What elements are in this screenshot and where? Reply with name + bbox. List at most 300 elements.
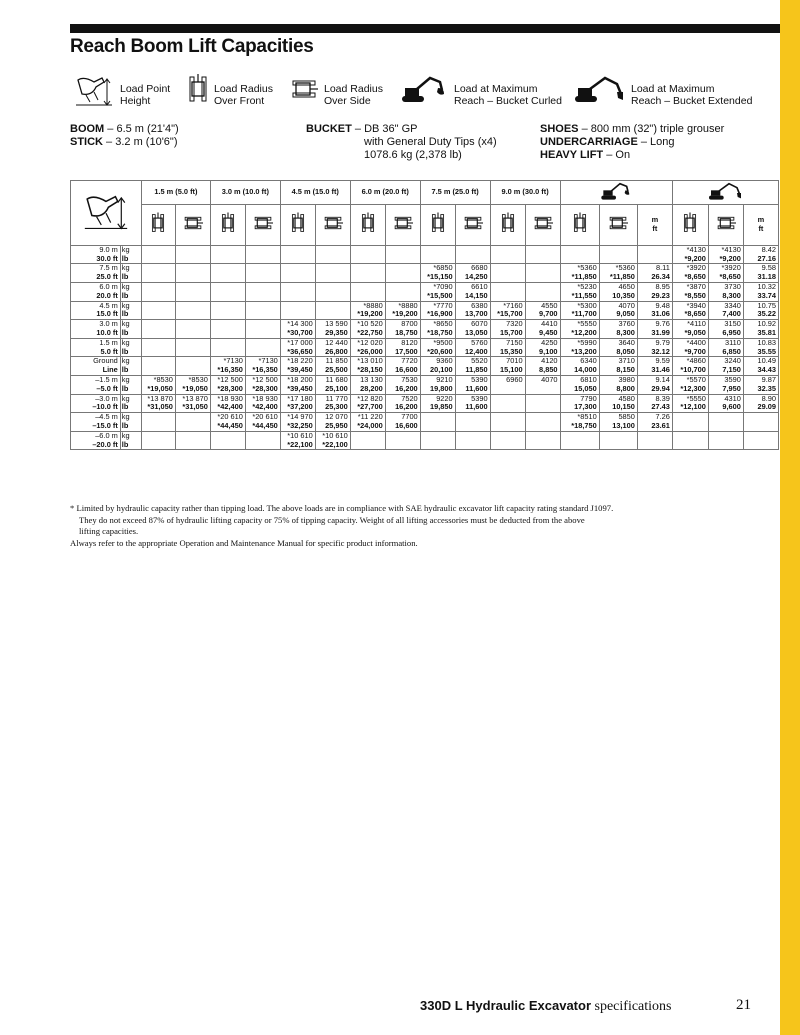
- capacity-lb: 11,600: [465, 402, 488, 412]
- capacity-cell: [175, 301, 210, 320]
- capacity-cell: [560, 245, 599, 264]
- capacity-cell: [175, 338, 210, 357]
- legend-label-line2: Height: [120, 95, 151, 107]
- capacity-cell: [175, 357, 210, 376]
- capacity-cell: [245, 431, 280, 450]
- capacity-cell: [599, 320, 637, 339]
- capacity-cell: [350, 375, 385, 394]
- capacity-cell: [455, 413, 490, 432]
- capacity-kg: *8650: [433, 319, 453, 329]
- capacity-lb: 13,100: [612, 420, 635, 430]
- capacity-kg: *18 930: [252, 394, 278, 403]
- capacity-kg: *10 610: [287, 431, 313, 440]
- load-radius-front-icon: [431, 212, 445, 234]
- capacity-cell: [350, 264, 385, 283]
- capacity-cell: [245, 320, 280, 339]
- capacity-lb: 14,000: [574, 365, 597, 375]
- capacity-cell: [525, 245, 560, 264]
- capacity-lb: 8,050: [616, 346, 635, 356]
- height-metric: –3.0 m: [95, 394, 118, 403]
- capacity-kg: *3940: [686, 301, 706, 310]
- height-imperial: –5.0 ft: [96, 383, 118, 393]
- undercarriage-label: UNDERCARRIAGE: [540, 136, 638, 148]
- capacity-lb: *15,500: [427, 290, 453, 300]
- height-imperial: 30.0 ft: [96, 253, 118, 263]
- side-column-header: [245, 204, 280, 245]
- load-radius-front-icon: [291, 212, 305, 234]
- capacity-lb: 31.99: [651, 327, 670, 337]
- capacity-cell: [141, 320, 175, 339]
- capacity-kg: 12 440: [325, 338, 348, 347]
- side-column-header: [599, 204, 637, 245]
- unit-kg: kg: [121, 319, 130, 329]
- capacity-lb: *44,450: [217, 420, 243, 430]
- max-reach-curled-header: [560, 181, 672, 205]
- table-row: [71, 245, 779, 264]
- unit-kg: kg: [121, 375, 130, 384]
- capacity-cell: [280, 357, 315, 376]
- capacity-cell: [455, 282, 490, 301]
- capacity-cell: [245, 301, 280, 320]
- capacity-cell: [350, 357, 385, 376]
- capacity-cell: [672, 338, 708, 357]
- capacity-lb: 14,250: [465, 272, 488, 282]
- capacity-lb: *8,650: [684, 272, 706, 282]
- capacity-kg: 3640: [618, 338, 635, 347]
- capacity-lb: 10,350: [612, 290, 635, 300]
- capacity-cell: [743, 301, 778, 320]
- capacity-kg: 3340: [724, 301, 741, 310]
- capacity-cell: [385, 264, 420, 283]
- capacity-lb: 17,300: [574, 402, 597, 412]
- capacity-cell: [420, 264, 455, 283]
- top-rule: [70, 24, 780, 33]
- front-column-header: [490, 204, 525, 245]
- capacity-lb: 6,850: [722, 346, 741, 356]
- unit-cell: [120, 245, 141, 264]
- capacity-cell: [525, 375, 560, 394]
- capacity-cell: [385, 375, 420, 394]
- capacity-lb: *19,200: [392, 309, 418, 319]
- capacity-kg: 13 130: [360, 375, 383, 384]
- height-cell: [71, 338, 121, 357]
- capacity-kg: *7130: [258, 356, 278, 366]
- capacity-lb: *12,100: [680, 402, 706, 412]
- capacity-lb: 8,850: [539, 365, 558, 375]
- capacity-cell: [708, 431, 743, 450]
- capacity-cell: [141, 282, 175, 301]
- capacity-cell: [599, 264, 637, 283]
- table-header-radius: [71, 181, 779, 205]
- capacity-kg: *3920: [721, 263, 741, 273]
- capacity-cell: [743, 394, 778, 413]
- capacity-kg: 8.90: [761, 394, 776, 403]
- capacity-lb: *37,200: [287, 402, 313, 412]
- legend-load-point-height: [74, 74, 170, 108]
- capacity-cell: [175, 245, 210, 264]
- footnote-line-3: lifting capacities.: [79, 526, 139, 536]
- capacity-cell: [455, 357, 490, 376]
- capacity-cell: [210, 394, 245, 413]
- height-metric: 4.5 m: [99, 301, 118, 310]
- height-metric: 7.5 m: [99, 263, 118, 273]
- unit-kg: kg: [121, 282, 130, 291]
- height-imperial: 25.0 ft: [96, 272, 118, 282]
- radius-header-9-0m: 9.0 m (30.0 ft): [490, 181, 560, 205]
- capacity-kg: 4410: [541, 319, 558, 329]
- capacity-kg: 4070: [618, 301, 635, 310]
- legend-label-line1: Load at Maximum: [631, 83, 715, 95]
- capacity-cell: [490, 245, 525, 264]
- capacity-kg: 7790: [580, 394, 597, 403]
- height-imperial: –15.0 ft: [92, 420, 118, 430]
- capacity-cell: [637, 375, 672, 394]
- capacity-cell: [560, 431, 599, 450]
- radius-header-1-5m: 1.5 m (5.0 ft): [141, 181, 210, 205]
- capacity-lb: 9,050: [616, 309, 635, 319]
- height-cell: [71, 357, 121, 376]
- capacity-lb: 27.43: [651, 402, 670, 412]
- capacity-cell: [245, 357, 280, 376]
- legend-bucket-curled: [400, 74, 562, 107]
- capacity-lb: 27.16: [757, 253, 776, 263]
- legend-radius-front: [188, 74, 273, 107]
- capacity-lb: *26,000: [357, 346, 383, 356]
- capacity-kg: 8.39: [655, 394, 670, 403]
- capacity-cell: [743, 245, 778, 264]
- capacity-cell: [245, 413, 280, 432]
- capacity-cell: [599, 282, 637, 301]
- capacity-kg: 8120: [401, 338, 418, 347]
- capacity-kg: 6680: [471, 263, 488, 273]
- spec-column-bucket: [306, 123, 497, 162]
- capacity-cell: [708, 282, 743, 301]
- load-radius-side-icon: [463, 212, 483, 234]
- capacity-cell: [141, 301, 175, 320]
- load-point-height-icon: [80, 192, 132, 232]
- capacity-cell: [420, 357, 455, 376]
- load-radius-side-icon: [533, 212, 553, 234]
- load-radius-side-icon: [323, 212, 343, 234]
- bucket-extended-icon: [573, 74, 625, 104]
- capacity-kg: 10.83: [757, 338, 776, 347]
- capacity-kg: 5520: [471, 356, 488, 366]
- capacity-kg: *13 870: [147, 394, 173, 403]
- undercarriage-value: – Long: [637, 136, 675, 148]
- capacity-kg: 7.26: [655, 412, 670, 422]
- unit-lb: lb: [121, 327, 129, 337]
- capacity-cell: [455, 375, 490, 394]
- capacity-kg: *13 870: [182, 394, 208, 403]
- capacity-cell: [141, 357, 175, 376]
- load-radius-front-icon: [221, 212, 235, 234]
- capacity-cell: [420, 245, 455, 264]
- capacity-lb: *16,900: [427, 309, 453, 319]
- capacity-kg: *20 610: [217, 412, 243, 422]
- capacity-cell: [280, 375, 315, 394]
- capacity-cell: [560, 282, 599, 301]
- capacity-lb: *24,000: [357, 420, 383, 430]
- capacity-cell: [743, 282, 778, 301]
- table-row: [71, 413, 779, 432]
- capacity-cell: [455, 301, 490, 320]
- capacity-cell: [280, 320, 315, 339]
- height-cell: [71, 264, 121, 283]
- capacity-kg: 12 070: [325, 412, 348, 422]
- capacity-kg: 5390: [471, 375, 488, 384]
- unit-cell: [120, 264, 141, 283]
- capacity-cell: [637, 357, 672, 376]
- capacity-kg: 9.79: [655, 338, 670, 347]
- capacity-cell: [455, 431, 490, 450]
- capacity-cell: [490, 264, 525, 283]
- capacity-lb: 35.22: [757, 309, 776, 319]
- front-column-header: [141, 204, 175, 245]
- capacity-kg: 11 770: [325, 394, 348, 403]
- capacity-cell: [141, 375, 175, 394]
- capacity-kg: 9.59: [655, 356, 670, 366]
- front-column-header: [350, 204, 385, 245]
- capacity-lb: 14,150: [465, 290, 488, 300]
- capacity-kg: *5230: [577, 282, 597, 291]
- capacity-kg: 6610: [471, 282, 488, 291]
- capacity-lb: *20,600: [427, 346, 453, 356]
- capacity-kg: *5360: [577, 263, 597, 273]
- capacity-lb: 33.74: [757, 290, 776, 300]
- capacity-lb: *9,200: [719, 253, 741, 263]
- capacity-cell: [245, 375, 280, 394]
- capacity-cell: [350, 282, 385, 301]
- footnote-line-4: Always refer to the appropriate Operation and Maintenance Manual for specific product information.: [70, 537, 418, 548]
- capacity-lb: 25,500: [325, 365, 348, 375]
- capacity-cell: [350, 413, 385, 432]
- capacity-cell: [245, 264, 280, 283]
- capacity-kg: *3920: [686, 263, 706, 273]
- capacity-cell: [280, 282, 315, 301]
- capacity-lb: 16,200: [395, 402, 418, 412]
- capacity-kg: *17 000: [287, 338, 313, 347]
- capacity-lb: 7,400: [722, 309, 741, 319]
- capacity-kg: *4400: [686, 338, 706, 347]
- capacity-cell: [315, 413, 350, 432]
- capacity-kg: *7130: [223, 356, 243, 366]
- table-body: [71, 245, 779, 450]
- capacity-kg: *4860: [686, 356, 706, 366]
- capacity-cell: [708, 301, 743, 320]
- capacity-cell: [672, 413, 708, 432]
- capacity-lb: *22,100: [287, 439, 313, 449]
- height-cell: [71, 431, 121, 450]
- capacity-cell: [637, 320, 672, 339]
- capacity-cell: [420, 375, 455, 394]
- capacity-lb: 8,150: [616, 365, 635, 375]
- radius-header-4-5m: 4.5 m (15.0 ft): [280, 181, 350, 205]
- table-row: [71, 394, 779, 413]
- capacity-cell: [672, 320, 708, 339]
- capacity-lb: *22,750: [357, 327, 383, 337]
- capacity-lb: 32.12: [651, 346, 670, 356]
- table-row: [71, 301, 779, 320]
- capacity-kg: 11 680: [325, 375, 348, 384]
- capacity-cell: [672, 357, 708, 376]
- load-radius-front-icon: [361, 212, 375, 234]
- unit-kg: kg: [121, 412, 130, 422]
- capacity-cell: [743, 320, 778, 339]
- table-row: [71, 431, 779, 450]
- load-radius-front-icon: [683, 212, 697, 234]
- capacity-lb: *31,050: [182, 402, 208, 412]
- capacity-cell: [210, 245, 245, 264]
- capacity-lb: *19,050: [147, 383, 173, 393]
- capacity-lb: *15,150: [427, 272, 453, 282]
- capacity-cell: [490, 413, 525, 432]
- side-column-header: [315, 204, 350, 245]
- capacity-kg: 4310: [724, 394, 741, 403]
- height-cell: [71, 320, 121, 339]
- bucket-extended-icon: [704, 181, 746, 201]
- table-row: [71, 264, 779, 283]
- capacity-kg: 8700: [401, 319, 418, 329]
- capacity-cell: [599, 413, 637, 432]
- capacity-cell: [210, 431, 245, 450]
- capacity-kg: *4130: [721, 245, 741, 254]
- boom-label: BOOM: [70, 123, 105, 135]
- capacity-cell: [210, 320, 245, 339]
- capacity-cell: [599, 394, 637, 413]
- capacity-kg: *5550: [577, 319, 597, 329]
- capacity-cell: [315, 245, 350, 264]
- table-header-direction: [71, 204, 779, 245]
- capacity-kg: 6340: [580, 356, 597, 366]
- capacity-cell: [560, 264, 599, 283]
- capacity-cell: [141, 394, 175, 413]
- capacity-kg: 7150: [506, 338, 523, 347]
- capacity-kg: *12 500: [252, 375, 278, 384]
- capacity-cell: [455, 394, 490, 413]
- legend-label-line2: Over Side: [324, 95, 371, 107]
- capacity-cell: [315, 431, 350, 450]
- side-column-header: [708, 204, 743, 245]
- capacity-cell: [245, 394, 280, 413]
- capacity-lb: 25,950: [325, 420, 348, 430]
- unit-kg: kg: [121, 338, 130, 347]
- height-imperial: –20.0 ft: [92, 439, 118, 449]
- capacity-kg: 9220: [436, 394, 453, 403]
- capacity-cell: [245, 282, 280, 301]
- capacity-cell: [490, 338, 525, 357]
- unit-m: m: [651, 215, 659, 224]
- legend-label-line2: Reach – Bucket Extended: [631, 95, 753, 107]
- capacity-kg: 9.58: [761, 263, 776, 273]
- capacity-lb: *10,700: [680, 365, 706, 375]
- capacity-cell: [490, 301, 525, 320]
- capacity-cell: [672, 245, 708, 264]
- capacity-lb: *13,200: [571, 346, 597, 356]
- capacity-cell: [210, 413, 245, 432]
- capacity-kg: 10.32: [757, 282, 776, 291]
- capacity-lb: 19,850: [430, 402, 453, 412]
- unit-lb: lb: [121, 383, 129, 393]
- reach-unit-header: [637, 204, 672, 245]
- load-radius-front-icon: [501, 212, 515, 234]
- capacity-cell: [280, 394, 315, 413]
- height-imperial: 5.0 ft: [100, 346, 118, 356]
- height-imperial: –10.0 ft: [92, 402, 118, 412]
- unit-lb: lb: [121, 365, 129, 375]
- capacity-cell: [141, 338, 175, 357]
- capacity-lb: *44,450: [252, 420, 278, 430]
- capacity-lb: *31,050: [147, 402, 173, 412]
- capacity-kg: *6850: [433, 263, 453, 273]
- capacity-lb: *28,300: [252, 383, 278, 393]
- capacity-kg: 3110: [724, 338, 741, 347]
- capacity-kg: *7090: [433, 282, 453, 291]
- table-row: [71, 375, 779, 394]
- capacity-lb: 9,700: [539, 309, 558, 319]
- height-cell: [71, 413, 121, 432]
- capacity-cell: [525, 282, 560, 301]
- capacity-lb: 12,400: [465, 346, 488, 356]
- boom-value: – 6.5 m (21'4"): [104, 123, 179, 135]
- capacity-kg: 7530: [401, 375, 418, 384]
- capacity-lb: *28,300: [217, 383, 243, 393]
- footnotes: [70, 503, 775, 549]
- capacity-cell: [350, 301, 385, 320]
- height-imperial: 10.0 ft: [96, 327, 118, 337]
- capacity-kg: 9.76: [655, 319, 670, 329]
- capacity-kg: *12 500: [217, 375, 243, 384]
- unit-lb: lb: [121, 253, 129, 263]
- capacity-cell: [141, 431, 175, 450]
- capacity-cell: [315, 375, 350, 394]
- capacity-cell: [175, 375, 210, 394]
- height-imperial: 20.0 ft: [96, 290, 118, 300]
- capacity-kg: *4110: [687, 319, 706, 329]
- capacity-cell: [708, 264, 743, 283]
- capacity-lb: 6,950: [722, 327, 741, 337]
- capacity-lb: 9,600: [722, 402, 741, 412]
- capacity-cell: [455, 338, 490, 357]
- capacity-cell: [672, 375, 708, 394]
- capacity-cell: [315, 357, 350, 376]
- legend: [70, 74, 780, 114]
- table-row: [71, 338, 779, 357]
- unit-cell: [120, 301, 141, 320]
- stick-label: STICK: [70, 136, 103, 148]
- capacity-cell: [743, 431, 778, 450]
- capacity-kg: 7700: [401, 412, 418, 422]
- capacity-kg: *8530: [153, 375, 173, 384]
- capacity-cell: [637, 338, 672, 357]
- height-metric: –1.5 m: [95, 375, 118, 384]
- capacity-cell: [743, 338, 778, 357]
- capacity-cell: [490, 282, 525, 301]
- load-point-height-icon: [74, 74, 114, 108]
- page-number: 21: [736, 997, 751, 1013]
- capacity-lb: *39,450: [287, 365, 313, 375]
- unit-cell: [120, 394, 141, 413]
- capacity-kg: *10 610: [322, 431, 348, 440]
- capacity-lb: 15,050: [574, 383, 597, 393]
- capacity-lb: *18,750: [571, 420, 597, 430]
- capacity-cell: [315, 320, 350, 339]
- heavy-lift-label: HEAVY LIFT: [540, 149, 604, 161]
- capacity-cell: [350, 320, 385, 339]
- capacity-cell: [280, 301, 315, 320]
- footer-suffix: specifications: [591, 999, 672, 1014]
- legend-radius-side: [290, 74, 383, 107]
- capacity-lb: 25,300: [325, 402, 348, 412]
